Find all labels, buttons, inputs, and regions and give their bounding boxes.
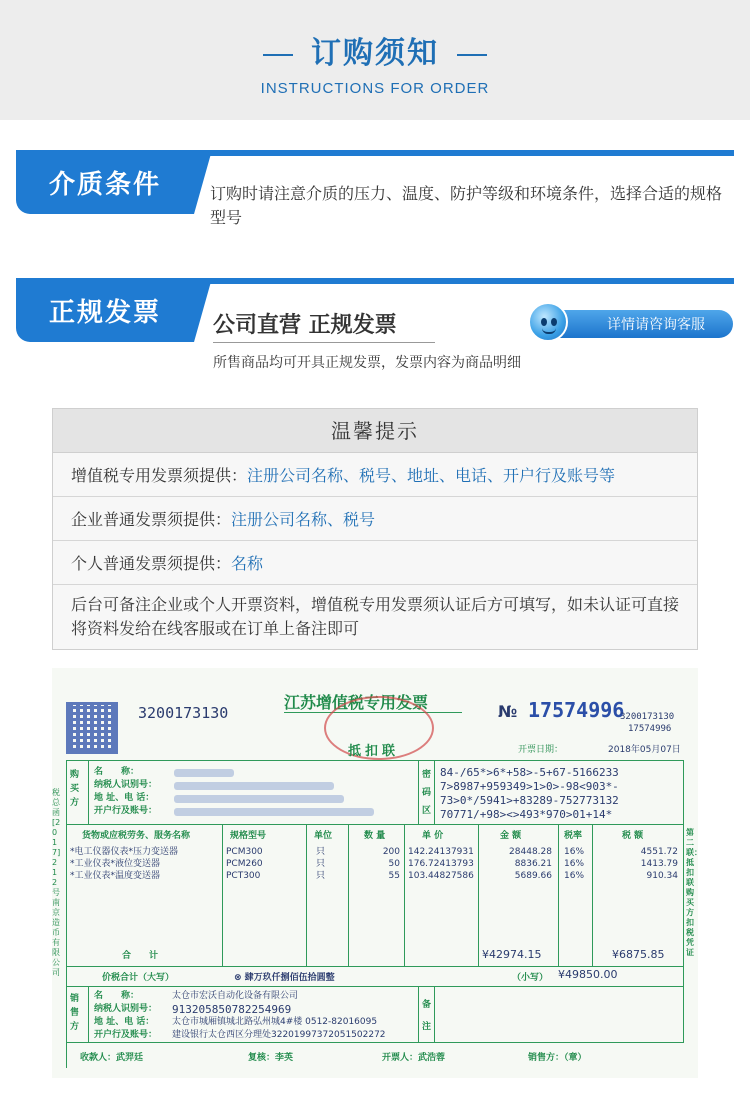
item-unit: 只	[316, 871, 326, 881]
frame-bottom	[66, 1042, 684, 1043]
invoice-heading: 公司直营 正规发票	[213, 313, 397, 338]
frame-row-3	[66, 986, 684, 987]
items-model-col	[226, 846, 263, 882]
col-line	[558, 824, 559, 966]
notice-row-value: 名称	[231, 554, 264, 573]
invoice-date: 2018年05月07日	[608, 745, 681, 755]
notice-title: 温馨提示	[53, 409, 697, 453]
item-rate: 16%	[564, 847, 585, 857]
remark-divider-left	[418, 986, 419, 1042]
buyer-label-address: 地 址、电 话：	[94, 793, 155, 803]
item-name: *工业仪表*液位变送器	[70, 859, 161, 869]
notice-row-company	[53, 497, 697, 541]
grand-total-small: ¥49850.00	[558, 968, 618, 981]
invoice-code: 3200173130	[138, 704, 229, 722]
notice-row-label: 增值税专用发票须提供：	[71, 466, 248, 485]
item-price: 103.44827586	[408, 871, 474, 881]
buyer-side-label: 购买方	[70, 770, 80, 808]
item-model: PCM260	[226, 859, 263, 869]
grand-small-label: （小写）	[512, 973, 549, 983]
vat-invoice-image	[52, 668, 702, 1078]
seller-label-address: 地 址、电 话：	[94, 1017, 155, 1027]
item-name: *工业仪表*温度变送器	[70, 871, 161, 881]
cipher-line: 73>0*/5941>+83289-752773132	[440, 794, 619, 807]
invoice-number-small-1: 3200173130	[620, 712, 675, 722]
buyer-label-bank: 开户行及账号：	[94, 806, 158, 816]
seller-tax-id: 913205850782254969	[172, 1003, 292, 1016]
notice-box	[52, 408, 698, 650]
seller-sign: 销售方：（章）	[528, 1053, 587, 1063]
item-unit: 只	[316, 859, 326, 869]
item-model: PCT300	[226, 871, 261, 881]
cipher-side-label: 密码区	[422, 770, 432, 816]
cipher-line: 70771/+98><>493*970>01+14*	[440, 808, 613, 821]
col-header-tax: 税 额	[622, 831, 644, 841]
buyer-label-name: 名 称：	[94, 767, 140, 777]
invoice-number-small-2: 17574996	[628, 724, 672, 734]
reviewer: 复核：李英	[248, 1053, 294, 1063]
qr-code-icon	[66, 702, 118, 754]
seller-address: 太仓市城厢镇城北路弘州城4#楼 0512-82016095	[172, 1017, 378, 1027]
section-tab-invoice: 正规发票	[16, 278, 194, 342]
title-dash-left	[263, 54, 293, 56]
frame-right	[683, 760, 684, 1042]
buyer-label-tax-id: 纳税人识别号：	[94, 780, 158, 790]
col-line	[592, 824, 593, 966]
redacted-buyer-name	[174, 769, 234, 777]
deduction-copy-label: 抵扣联	[348, 744, 400, 759]
notice-row-label: 个人普通发票须提供：	[71, 554, 232, 573]
seller-side-label: 销售方	[70, 994, 80, 1032]
remark-side-label: 备注	[422, 1000, 432, 1032]
item-tax: 1413.79	[640, 859, 678, 869]
cipher-area	[440, 766, 619, 822]
col-header-name: 货物或应税劳务、服务名称	[82, 831, 191, 841]
frame-row-2	[66, 966, 684, 967]
item-amount: 28448.28	[509, 847, 552, 857]
col-header-rate: 税率	[564, 831, 583, 841]
issuer: 开票人：武浩蓉	[382, 1053, 446, 1063]
page-title	[0, 28, 750, 72]
seller-name: 太仓市宏沃自动化设备有限公司	[172, 991, 299, 1001]
seller-label-name: 名 称：	[94, 991, 140, 1001]
notice-row-personal	[53, 541, 697, 585]
col-line	[306, 824, 307, 966]
col-header-amount: 金 额	[500, 831, 522, 841]
redacted-buyer-tax-id	[174, 782, 334, 790]
mascot-eye-left	[541, 318, 547, 326]
invoice-title: 江苏增值税专用发票	[284, 693, 429, 712]
total-tax: ¥6875.85	[612, 948, 665, 961]
items-unit-col	[316, 846, 325, 882]
cipher-divider-left	[418, 760, 419, 824]
invoice-subtext: 所售商品均可开具正规发票，发票内容为商品明细	[213, 355, 521, 371]
col-line	[478, 824, 479, 966]
item-tax: 4551.72	[640, 847, 678, 857]
item-price: 176.72413793	[408, 859, 474, 869]
seller-labels	[94, 990, 157, 1042]
mascot-eye-right	[551, 318, 557, 326]
side-note-left: 税总函 [2017] 212号 南京造币有限公司	[52, 788, 61, 977]
notice-row-vat	[53, 453, 697, 497]
payee: 收款人：武羿廷	[80, 1053, 144, 1063]
items-tax-col	[598, 846, 678, 882]
medium-text: 订购时请注意介质的压力、温度、防护等级和环境条件，选择合适的规格型号	[210, 184, 723, 227]
notice-row-value: 注册公司名称、税号	[231, 510, 376, 529]
total-amount: ¥42974.15	[482, 948, 542, 961]
notice-row-label: 企业普通发票须提供：	[71, 510, 232, 529]
item-rate: 16%	[564, 859, 585, 869]
side-note-right: 第二联：抵扣联 购买方扣税凭证	[686, 828, 702, 957]
item-price: 142.24137931	[408, 847, 474, 857]
col-header-qty: 数 量	[364, 831, 386, 841]
item-rate: 16%	[564, 871, 585, 881]
number-prefix: №	[498, 702, 518, 721]
item-amount: 5689.66	[514, 871, 552, 881]
col-header-unit: 单位	[314, 831, 333, 841]
item-tax: 910.34	[646, 871, 678, 881]
title-dash-right	[457, 54, 487, 56]
col-line	[348, 824, 349, 966]
cipher-divider-right	[434, 760, 435, 824]
redacted-buyer-address	[174, 795, 344, 803]
items-price-col	[408, 846, 474, 882]
buyer-labels	[94, 766, 157, 818]
page-title-text: 订购须知	[311, 36, 439, 71]
seller-label-bank: 开户行及账号：	[94, 1030, 158, 1040]
items-name-col	[70, 846, 178, 882]
item-model: PCM300	[226, 847, 263, 857]
notice-footer: 后台可备注企业或个人开票资料，增值税专用发票须认证后方可填写，如未认证可直接将资料发给在线客服或在订单上备注即可	[71, 595, 680, 638]
seller-label-tax-id: 纳税人识别号：	[94, 1004, 158, 1014]
items-qty-col	[352, 846, 400, 882]
frame-left	[66, 760, 67, 1068]
seller-divider	[88, 986, 89, 1042]
date-label: 开票日期：	[518, 745, 564, 755]
redacted-buyer-bank	[174, 808, 374, 816]
page-subtitle: INSTRUCTIONS FOR ORDER	[260, 80, 490, 97]
col-header-price: 单 价	[422, 831, 444, 841]
total-label: 合 计	[122, 951, 159, 961]
buyer-divider	[88, 760, 89, 824]
cipher-line: 84-/65*>6*+58>-5+67-5166233	[440, 766, 619, 779]
invoice-number: 17574996	[528, 698, 625, 722]
col-line	[404, 824, 405, 966]
item-unit: 只	[316, 847, 326, 857]
grand-total-words: ⊗ 肆万玖仟捌佰伍拾圆整	[234, 973, 335, 983]
cipher-line: 7>8987+959349>1>0>-98<903*-	[440, 780, 619, 793]
item-qty: 50	[388, 859, 400, 869]
item-qty: 55	[388, 871, 400, 881]
col-line	[222, 824, 223, 966]
col-header-model: 规格型号	[230, 831, 267, 841]
item-qty: 200	[382, 847, 400, 857]
frame-top	[66, 760, 684, 761]
mascot-mouth	[542, 328, 556, 334]
service-mascot-icon	[528, 302, 568, 342]
items-rate-col	[564, 846, 584, 882]
invoice-heading-underline	[213, 342, 435, 343]
seller-values	[172, 990, 386, 1042]
grand-total-label: 价税合计（大写）	[102, 973, 175, 983]
notice-row-value: 注册公司名称、税号、地址、电话、开户行及账号等	[247, 466, 616, 485]
item-amount: 8836.21	[514, 859, 552, 869]
seller-bank: 建设银行太仓西区分理处32201997372051502272	[172, 1030, 386, 1040]
remark-divider-right	[434, 986, 435, 1042]
item-name: *电工仪器仪表*压力变送器	[70, 847, 179, 857]
items-amount-col	[482, 846, 552, 882]
section-tab-medium: 介质条件	[16, 150, 194, 214]
consult-service-label: 详情请咨询客服	[607, 317, 705, 333]
